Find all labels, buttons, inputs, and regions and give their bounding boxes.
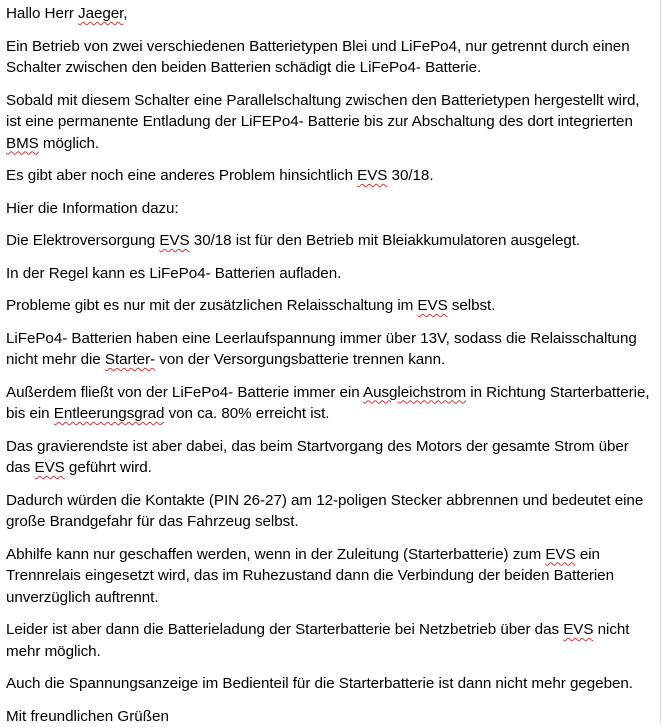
paragraph-text: Sobald mit diesem Schalter eine Parallelschaltung zwischen den Batterietypen hergestellt wird, ist eine permanente Entladung der LiFEPo4- Batterie bis zur Abschaltung des dort integrierten xyxy=(6,92,640,131)
misspelled-word: EVS xyxy=(357,167,387,184)
paragraph-text: Ein Betrieb von zwei verschiedenen Batterietypen Blei und LiFePo4, nur getrennt durch einen Schalter zwischen den beiden Batterien schädigt die LiFePo4- Batterie. xyxy=(6,38,630,77)
salutation-comma: , xyxy=(123,5,127,22)
paragraph-text: Leider ist aber dann die Batterieladung der Starterbatterie bei Netzbetrieb über das xyxy=(6,621,563,638)
paragraph-remedy xyxy=(6,544,656,609)
paragraph-text: Die Elektroversorgung xyxy=(6,232,159,249)
paragraph-text: ein Trennrelais eingesetzt wird, das im Ruhezustand dann die Verbindung der beiden Batterien unverzüglich auftrennt. xyxy=(6,546,614,606)
paragraph-text: In der Regel kann es LiFePo4- Batterien aufladen. xyxy=(6,265,341,282)
paragraph-parallel-circuit xyxy=(6,90,656,155)
paragraph-text: 30/18. xyxy=(387,167,433,184)
paragraph-relay-problem xyxy=(6,295,656,317)
paragraph-equalizing-current xyxy=(6,382,656,425)
paragraph-power-supply xyxy=(6,230,656,252)
misspelled-word: BMS xyxy=(6,135,39,152)
paragraph-text: von der Versorgungsbatterie trennen kann. xyxy=(155,351,445,368)
paragraph-text: Es gibt aber noch eine anderes Problem hinsichtlich xyxy=(6,167,357,184)
salutation-text: Hallo Herr xyxy=(6,5,78,22)
paragraph-starting-current xyxy=(6,436,656,479)
paragraph-open-circuit-voltage xyxy=(6,328,656,371)
paragraph-text: Dadurch würden die Kontakte (PIN 26-27) am 12-poligen Stecker abbrennen und bedeutet eine große Brandgefahr für das Fahrzeug selbst. xyxy=(6,492,643,531)
paragraph-text: Außerdem fließt von der LiFePo4- Batterie immer ein xyxy=(6,384,363,401)
paragraph-text: 30/18 ist für den Betrieb mit Bleiakkumulatoren ausgelegt. xyxy=(190,232,580,249)
paragraph-text: nicht mehr möglich. xyxy=(6,621,629,660)
closing-greeting: Mit freundlichen Grüßen xyxy=(6,706,656,727)
salutation xyxy=(6,3,656,25)
misspelled-word: EVS xyxy=(159,232,189,249)
paragraph-text: Das gravierendste ist aber dabei, das beim Startvorgang des Motors der gesamte Strom über das xyxy=(6,438,629,477)
paragraph-text: Auch die Spannungsanzeige im Bedienteil für die Starterbatterie ist dann nicht mehr gegeben. xyxy=(6,675,633,692)
paragraph-another-problem xyxy=(6,165,656,187)
paragraph-text: LiFePo4- Batterien haben eine Leerlaufspannung immer über 13V, sodass die Relaisschaltung nicht mehr die xyxy=(6,330,637,369)
paragraph-charging xyxy=(6,263,656,285)
paragraph-mains-charging xyxy=(6,619,656,662)
letter-document xyxy=(6,3,656,727)
paragraph-text: Probleme gibt es nur mit der zusätzlichen Relaisschaltung im xyxy=(6,297,417,314)
paragraph-text: selbst. xyxy=(448,297,496,314)
misspelled-word: EVS xyxy=(563,621,593,638)
paragraph-battery-types xyxy=(6,36,656,79)
paragraph-fire-hazard xyxy=(6,490,656,533)
misspelled-name: Jaeger xyxy=(78,5,123,22)
paragraph-text: möglich. xyxy=(39,135,99,152)
paragraph-text: von ca. 80% erreicht ist. xyxy=(164,405,329,422)
paragraph-information-intro xyxy=(6,198,656,220)
paragraph-text: in Richtung Starterbatterie, bis ein xyxy=(6,384,650,423)
misspelled-word: Starter- xyxy=(105,351,155,368)
misspelled-word: EVS xyxy=(35,459,65,476)
paragraph-text: Hier die Information dazu: xyxy=(6,200,179,217)
paragraph-text: geführt wird. xyxy=(65,459,152,476)
paragraph-text: Abhilfe kann nur geschaffen werden, wenn in der Zuleitung (Starterbatterie) zum xyxy=(6,546,545,563)
misspelled-word: Entleerungsgrad xyxy=(54,405,165,422)
paragraph-voltage-display xyxy=(6,673,656,695)
misspelled-word: EVS xyxy=(545,546,575,563)
misspelled-word: Ausgleichstrom xyxy=(363,384,466,401)
misspelled-word: EVS xyxy=(417,297,447,314)
